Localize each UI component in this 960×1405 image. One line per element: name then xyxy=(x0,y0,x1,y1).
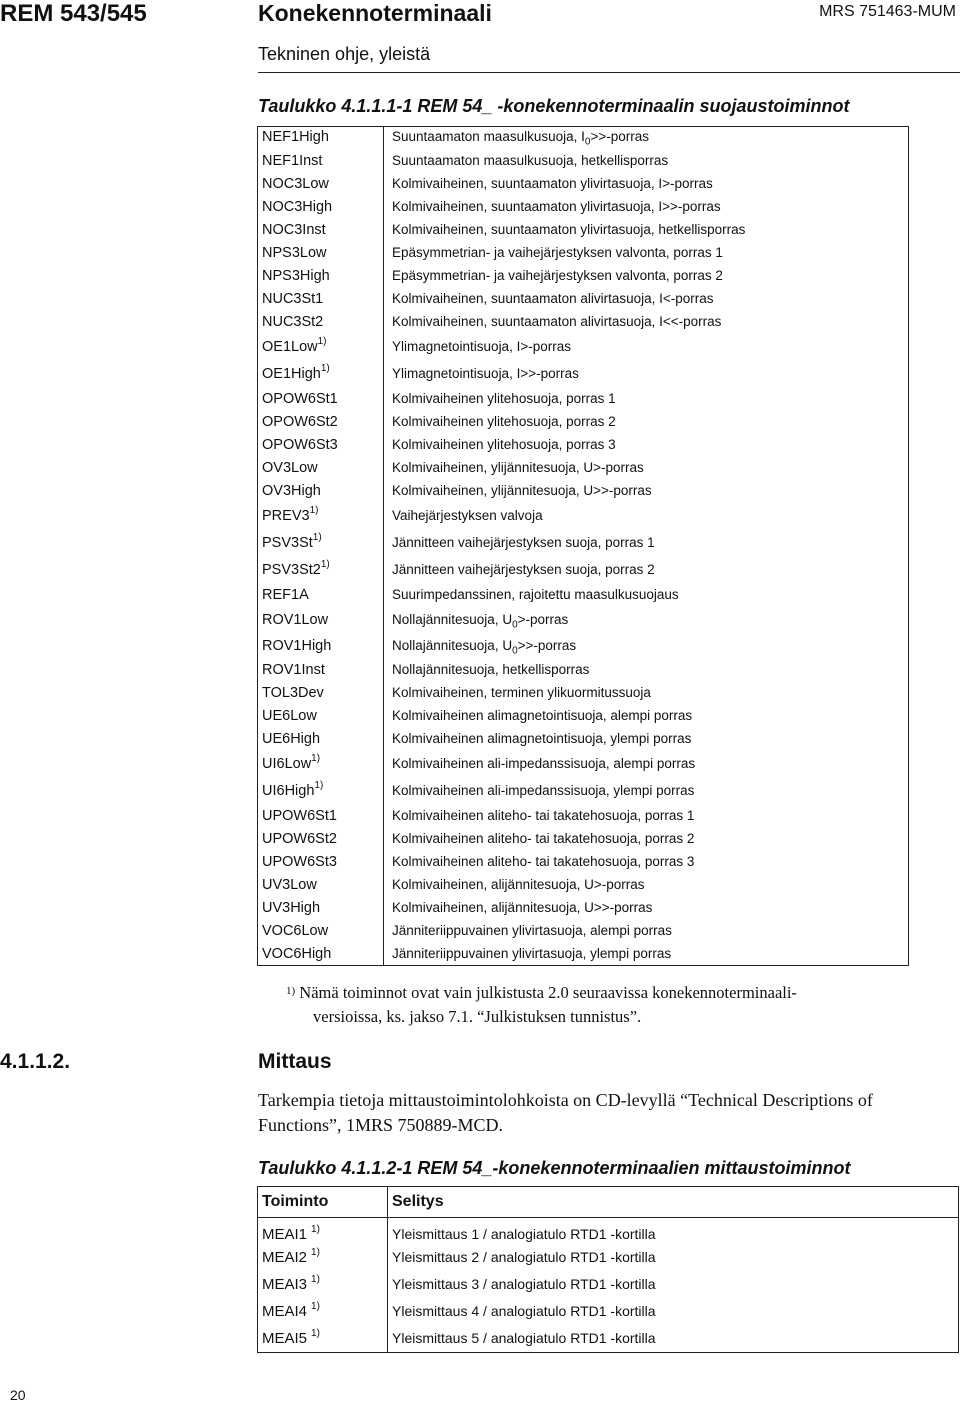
function-code-text: NPS3Low xyxy=(262,244,327,261)
function-code xyxy=(258,828,384,851)
function-code-text: UE6High xyxy=(262,730,321,747)
section-number: 4.1.1.2. xyxy=(0,1050,71,1073)
description-suffix: >-porras xyxy=(517,611,569,627)
table-row xyxy=(258,943,909,966)
table-row xyxy=(258,705,909,728)
function-code-text: NPS3High xyxy=(262,267,330,284)
function-description xyxy=(384,851,909,874)
header-divider xyxy=(258,72,960,73)
description-text: Kolmivaiheinen alimagnetointisuoja, ylempi porras xyxy=(392,730,692,746)
function-description xyxy=(384,897,909,920)
description-text: Nollajännitesuoja, U xyxy=(392,637,513,653)
function-code xyxy=(258,530,384,557)
function-description: Yleismittaus 3 / analogiatulo RTD1 -kortilla xyxy=(392,1275,656,1292)
function-code-text: ROV1Low xyxy=(262,611,329,628)
function-code-text: OE1Low xyxy=(262,338,318,355)
function-code-text: UPOW6St3 xyxy=(262,853,337,870)
description-text: Kolmivaiheinen, ylijännitesuoja, U>>-porras xyxy=(392,482,652,498)
function-code-text: MEAI4 xyxy=(262,1302,308,1320)
protection-table-caption: Taulukko 4.1.1.1-1 REM 54_ -konekennoterminaalin suojaustoiminnot xyxy=(258,96,850,116)
function-description xyxy=(384,173,909,196)
footnote-ref: 1) xyxy=(311,1300,320,1312)
function-code-text: NEF1Inst xyxy=(262,152,323,169)
function-description xyxy=(384,434,909,457)
function-code-text: OPOW6St1 xyxy=(262,390,338,407)
function-code xyxy=(258,584,384,607)
function-code-text: ROV1Inst xyxy=(262,661,325,678)
function-code-text: OPOW6St3 xyxy=(262,436,338,453)
description-text: Ylimagnetointisuoja, I>-porras xyxy=(392,338,571,354)
function-description xyxy=(384,411,909,434)
function-code xyxy=(258,457,384,480)
footnote-line-1: Nämä toiminnot ovat vain julkistusta 2.0 seuraavissa konekennoterminaali- xyxy=(299,983,797,1002)
function-description xyxy=(384,361,909,388)
subscript: 0 xyxy=(584,136,591,148)
function-code-text: PSV3St xyxy=(262,534,313,551)
function-code xyxy=(258,659,384,682)
function-code xyxy=(258,288,384,311)
table-row xyxy=(258,503,909,530)
function-code-text: ROV1High xyxy=(262,637,332,654)
function-description xyxy=(384,457,909,480)
function-description xyxy=(384,503,909,530)
table-row xyxy=(258,173,909,196)
description-text: Kolmivaiheinen ali-impedanssisuoja, alempi porras xyxy=(392,755,696,771)
measurement-functions-table xyxy=(257,1186,959,1353)
description-text: Kolmivaiheinen aliteho- tai takatehosuoja, porras 3 xyxy=(392,853,695,869)
measurement-table-caption: Taulukko 4.1.1.2-1 REM 54_-konekennoterminaalien mittaustoiminnot xyxy=(258,1158,851,1178)
function-code-text: UV3Low xyxy=(262,876,317,893)
footnote-ref: 1) xyxy=(320,558,330,570)
function-description xyxy=(384,751,909,778)
subscript: 0 xyxy=(512,619,518,631)
function-code xyxy=(258,150,384,173)
table-row xyxy=(258,530,909,557)
function-description xyxy=(384,805,909,828)
function-code-text: VOC6High xyxy=(262,945,332,962)
function-description xyxy=(384,557,909,584)
description-text: Kolmivaiheinen ylitehosuoja, porras 1 xyxy=(392,390,616,406)
function-description xyxy=(384,196,909,219)
function-code xyxy=(258,897,384,920)
function-code-text: UI6Low xyxy=(262,755,312,772)
function-code-text: TOL3Dev xyxy=(262,684,324,701)
function-description xyxy=(384,584,909,607)
description-text: Jänniteriippuvainen ylivirtasuoja, alempi porras xyxy=(392,922,672,938)
table-row xyxy=(258,288,909,311)
footnote xyxy=(286,981,797,1029)
footnote-ref: 1) xyxy=(317,335,327,347)
function-description xyxy=(384,705,909,728)
function-code xyxy=(258,805,384,828)
description-text: Nollajännitesuoja, hetkellisporras xyxy=(392,661,590,677)
function-description xyxy=(384,150,909,173)
function-code xyxy=(258,633,384,659)
function-code xyxy=(258,361,384,388)
table-row xyxy=(258,778,909,805)
function-code xyxy=(258,265,384,288)
footnote-ref: 1) xyxy=(311,1327,320,1339)
description-text: Jänniteriippuvainen ylivirtasuoja, ylempi porras xyxy=(392,945,672,961)
function-code-text: NOC3Low xyxy=(262,175,329,192)
function-description xyxy=(384,530,909,557)
function-description xyxy=(384,288,909,311)
function-description xyxy=(384,334,909,361)
section-paragraph: Tarkempia tietoja mittaustoimintolohkoista on CD-levyllä “Technical Descriptions of Functions”, 1MRS 750889-MCD. xyxy=(258,1090,873,1135)
function-code xyxy=(258,196,384,219)
description-text: Kolmivaiheinen, suuntaamaton ylivirtasuoja, I>>-porras xyxy=(392,198,721,214)
function-code xyxy=(258,434,384,457)
description-text: Suurimpedanssinen, rajoitettu maasulkusuojaus xyxy=(392,586,679,602)
column-header-description: Selitys xyxy=(388,1187,959,1218)
function-code xyxy=(258,607,384,633)
table-row xyxy=(258,828,909,851)
function-code-text: UPOW6St2 xyxy=(262,830,337,847)
function-code xyxy=(258,503,384,530)
function-code xyxy=(258,411,384,434)
protection-functions-table xyxy=(257,126,909,966)
function-code-text: OV3Low xyxy=(262,459,318,476)
description-text: Vaihejärjestyksen valvoja xyxy=(392,507,543,523)
document-subtitle: Tekninen ohje, yleistä xyxy=(258,44,431,64)
footnote-ref: 1) xyxy=(311,1224,320,1235)
function-description xyxy=(384,659,909,682)
table-row xyxy=(258,411,909,434)
table-row xyxy=(258,851,909,874)
table-row xyxy=(258,457,909,480)
page-number: 20 xyxy=(10,1387,26,1403)
function-code xyxy=(258,751,384,778)
table-row xyxy=(258,897,909,920)
table-row xyxy=(258,480,909,503)
function-description: Yleismittaus 2 / analogiatulo RTD1 -kortilla xyxy=(392,1248,656,1265)
table-row xyxy=(258,219,909,242)
function-description xyxy=(384,943,909,966)
footnote-ref: 1) xyxy=(311,752,321,764)
description-text: Kolmivaiheinen, suuntaamaton ylivirtasuoja, hetkellisporras xyxy=(392,221,746,237)
description-text: Jännitteen vaihejärjestyksen suoja, porras 2 xyxy=(392,561,655,577)
function-code-text: NUC3St2 xyxy=(262,313,324,330)
function-description xyxy=(384,388,909,411)
function-code xyxy=(258,127,384,150)
function-description xyxy=(384,311,909,334)
function-code-text: OE1High xyxy=(262,365,321,382)
table-row xyxy=(258,1218,959,1245)
function-code xyxy=(258,851,384,874)
description-text: Kolmivaiheinen, alijännitesuoja, U>>-porras xyxy=(392,899,653,915)
table-row xyxy=(258,242,909,265)
table-row xyxy=(258,607,909,633)
function-description xyxy=(384,633,909,659)
function-code-text: PREV3 xyxy=(262,507,310,524)
function-code xyxy=(258,705,384,728)
description-text: Kolmivaiheinen, terminen ylikuormitussuoja xyxy=(392,684,651,700)
footnote-ref: 1) xyxy=(311,1273,320,1285)
function-code xyxy=(258,1272,388,1299)
column-header-function: Toiminto xyxy=(258,1187,388,1218)
table-row xyxy=(258,805,909,828)
footnote-ref: 1) xyxy=(314,779,324,791)
function-code-text: PSV3St2 xyxy=(262,561,321,578)
function-description: Yleismittaus 4 / analogiatulo RTD1 -kortilla xyxy=(392,1302,656,1319)
function-code-text: MEAI2 xyxy=(262,1248,308,1266)
function-code xyxy=(258,1326,388,1353)
function-code xyxy=(258,388,384,411)
description-text: Kolmivaiheinen, suuntaamaton alivirtasuoja, I<<-porras xyxy=(392,313,722,329)
table-row xyxy=(258,1326,959,1353)
description-text: Suuntaamaton maasulkusuoja, hetkellisporras xyxy=(392,152,669,168)
function-code-text: UV3High xyxy=(262,899,321,916)
function-description xyxy=(384,874,909,897)
description-text: Kolmivaiheinen alimagnetointisuoja, alempi porras xyxy=(392,707,693,723)
footnote-ref: 1) xyxy=(311,1246,320,1258)
description-text: Nollajännitesuoja, U xyxy=(392,611,513,627)
section-title: Mittaus xyxy=(258,1050,332,1073)
function-code-text: NOC3High xyxy=(262,198,333,215)
description-text: Kolmivaiheinen ylitehosuoja, porras 2 xyxy=(392,413,616,429)
table-row xyxy=(258,751,909,778)
function-code-text: UI6High xyxy=(262,782,315,799)
function-description xyxy=(384,920,909,943)
function-code xyxy=(258,311,384,334)
table-row xyxy=(258,127,909,150)
function-description xyxy=(384,682,909,705)
description-text: Kolmivaiheinen aliteho- tai takatehosuoja, porras 1 xyxy=(392,807,695,823)
table-row xyxy=(258,1299,959,1326)
function-code xyxy=(258,874,384,897)
description-text: Suuntaamaton maasulkusuoja, I xyxy=(392,129,585,144)
description-text: Kolmivaiheinen, suuntaamaton ylivirtasuoja, I>-porras xyxy=(392,175,713,191)
product-name: REM 543/545 xyxy=(0,0,147,27)
document-id: MRS 751463-MUM xyxy=(819,3,956,20)
table-row xyxy=(258,1245,959,1272)
function-code xyxy=(258,173,384,196)
function-code xyxy=(258,1245,388,1272)
function-description xyxy=(384,265,909,288)
function-code xyxy=(258,242,384,265)
function-code-text: MEAI1 xyxy=(262,1226,308,1243)
function-description xyxy=(384,728,909,751)
function-code xyxy=(258,219,384,242)
table-row xyxy=(258,682,909,705)
table-row xyxy=(258,311,909,334)
function-description xyxy=(384,480,909,503)
footnote-ref: 1) xyxy=(312,531,322,543)
table-row xyxy=(258,265,909,288)
function-code-text: MEAI3 xyxy=(262,1275,308,1293)
table-row xyxy=(258,334,909,361)
function-description xyxy=(384,607,909,633)
table-row xyxy=(258,361,909,388)
function-code-text: UPOW6St1 xyxy=(262,807,337,824)
description-text: Kolmivaiheinen aliteho- tai takatehosuoja, porras 2 xyxy=(392,830,695,846)
function-code-text: REF1A xyxy=(262,586,309,603)
function-description xyxy=(384,828,909,851)
function-code-text: MEAI5 xyxy=(262,1329,308,1347)
function-code xyxy=(258,1218,388,1245)
footnote-line-2: versioissa, ks. jakso 7.1. “Julkistuksen tunnistus”. xyxy=(313,1007,642,1026)
function-code-text: UE6Low xyxy=(262,707,317,724)
function-description xyxy=(384,242,909,265)
function-code xyxy=(258,778,384,805)
function-code-text: VOC6Low xyxy=(262,922,329,939)
table-row xyxy=(258,920,909,943)
function-code-text: NOC3Inst xyxy=(262,221,326,238)
function-code xyxy=(258,728,384,751)
footnote-ref: 1) xyxy=(309,504,319,516)
table-row xyxy=(258,584,909,607)
subscript: 0 xyxy=(512,645,518,657)
function-code-text: OPOW6St2 xyxy=(262,413,338,430)
description-text: Kolmivaiheinen, suuntaamaton alivirtasuoja, I<-porras xyxy=(392,290,714,306)
description-text: Epäsymmetrian- ja vaihejärjestyksen valvonta, porras 1 xyxy=(392,244,723,260)
table-row xyxy=(258,633,909,659)
table-row xyxy=(258,659,909,682)
table-row xyxy=(258,150,909,173)
table-row xyxy=(258,557,909,584)
function-description xyxy=(384,778,909,805)
function-description: Yleismittaus 5 / analogiatulo RTD1 -kortilla xyxy=(392,1329,656,1346)
function-code xyxy=(258,943,384,966)
description-text: Kolmivaiheinen, ylijännitesuoja, U>-porras xyxy=(392,459,644,475)
function-code-text: NEF1High xyxy=(262,129,329,145)
function-code xyxy=(258,480,384,503)
description-text: Kolmivaiheinen ylitehosuoja, porras 3 xyxy=(392,436,616,452)
table-row xyxy=(258,728,909,751)
function-code xyxy=(258,920,384,943)
table-row xyxy=(258,434,909,457)
footnote-mark: 1) xyxy=(286,985,296,997)
function-description xyxy=(384,219,909,242)
function-code xyxy=(258,1299,388,1326)
function-code xyxy=(258,682,384,705)
function-code xyxy=(258,334,384,361)
document-title: Konekennoterminaali xyxy=(258,0,492,26)
function-description xyxy=(384,127,909,150)
description-text: Kolmivaiheinen, alijännitesuoja, U>-porras xyxy=(392,876,645,892)
description-suffix: >>-porras xyxy=(517,637,577,653)
description-suffix: >>-porras xyxy=(590,129,649,144)
function-description: Yleismittaus 1 / analogiatulo RTD1 -kortilla xyxy=(392,1226,656,1242)
description-text: Jännitteen vaihejärjestyksen suoja, porras 1 xyxy=(392,534,655,550)
table-row xyxy=(258,388,909,411)
description-text: Epäsymmetrian- ja vaihejärjestyksen valvonta, porras 2 xyxy=(392,267,723,283)
function-code-text: OV3High xyxy=(262,482,321,499)
table-header-row xyxy=(258,1187,959,1218)
function-code-text: NUC3St1 xyxy=(262,290,324,307)
function-code xyxy=(258,557,384,584)
table-row xyxy=(258,196,909,219)
footnote-ref: 1) xyxy=(320,362,330,374)
table-row xyxy=(258,874,909,897)
table-row xyxy=(258,1272,959,1299)
description-text: Kolmivaiheinen ali-impedanssisuoja, ylempi porras xyxy=(392,782,695,798)
description-text: Ylimagnetointisuoja, I>>-porras xyxy=(392,365,579,381)
